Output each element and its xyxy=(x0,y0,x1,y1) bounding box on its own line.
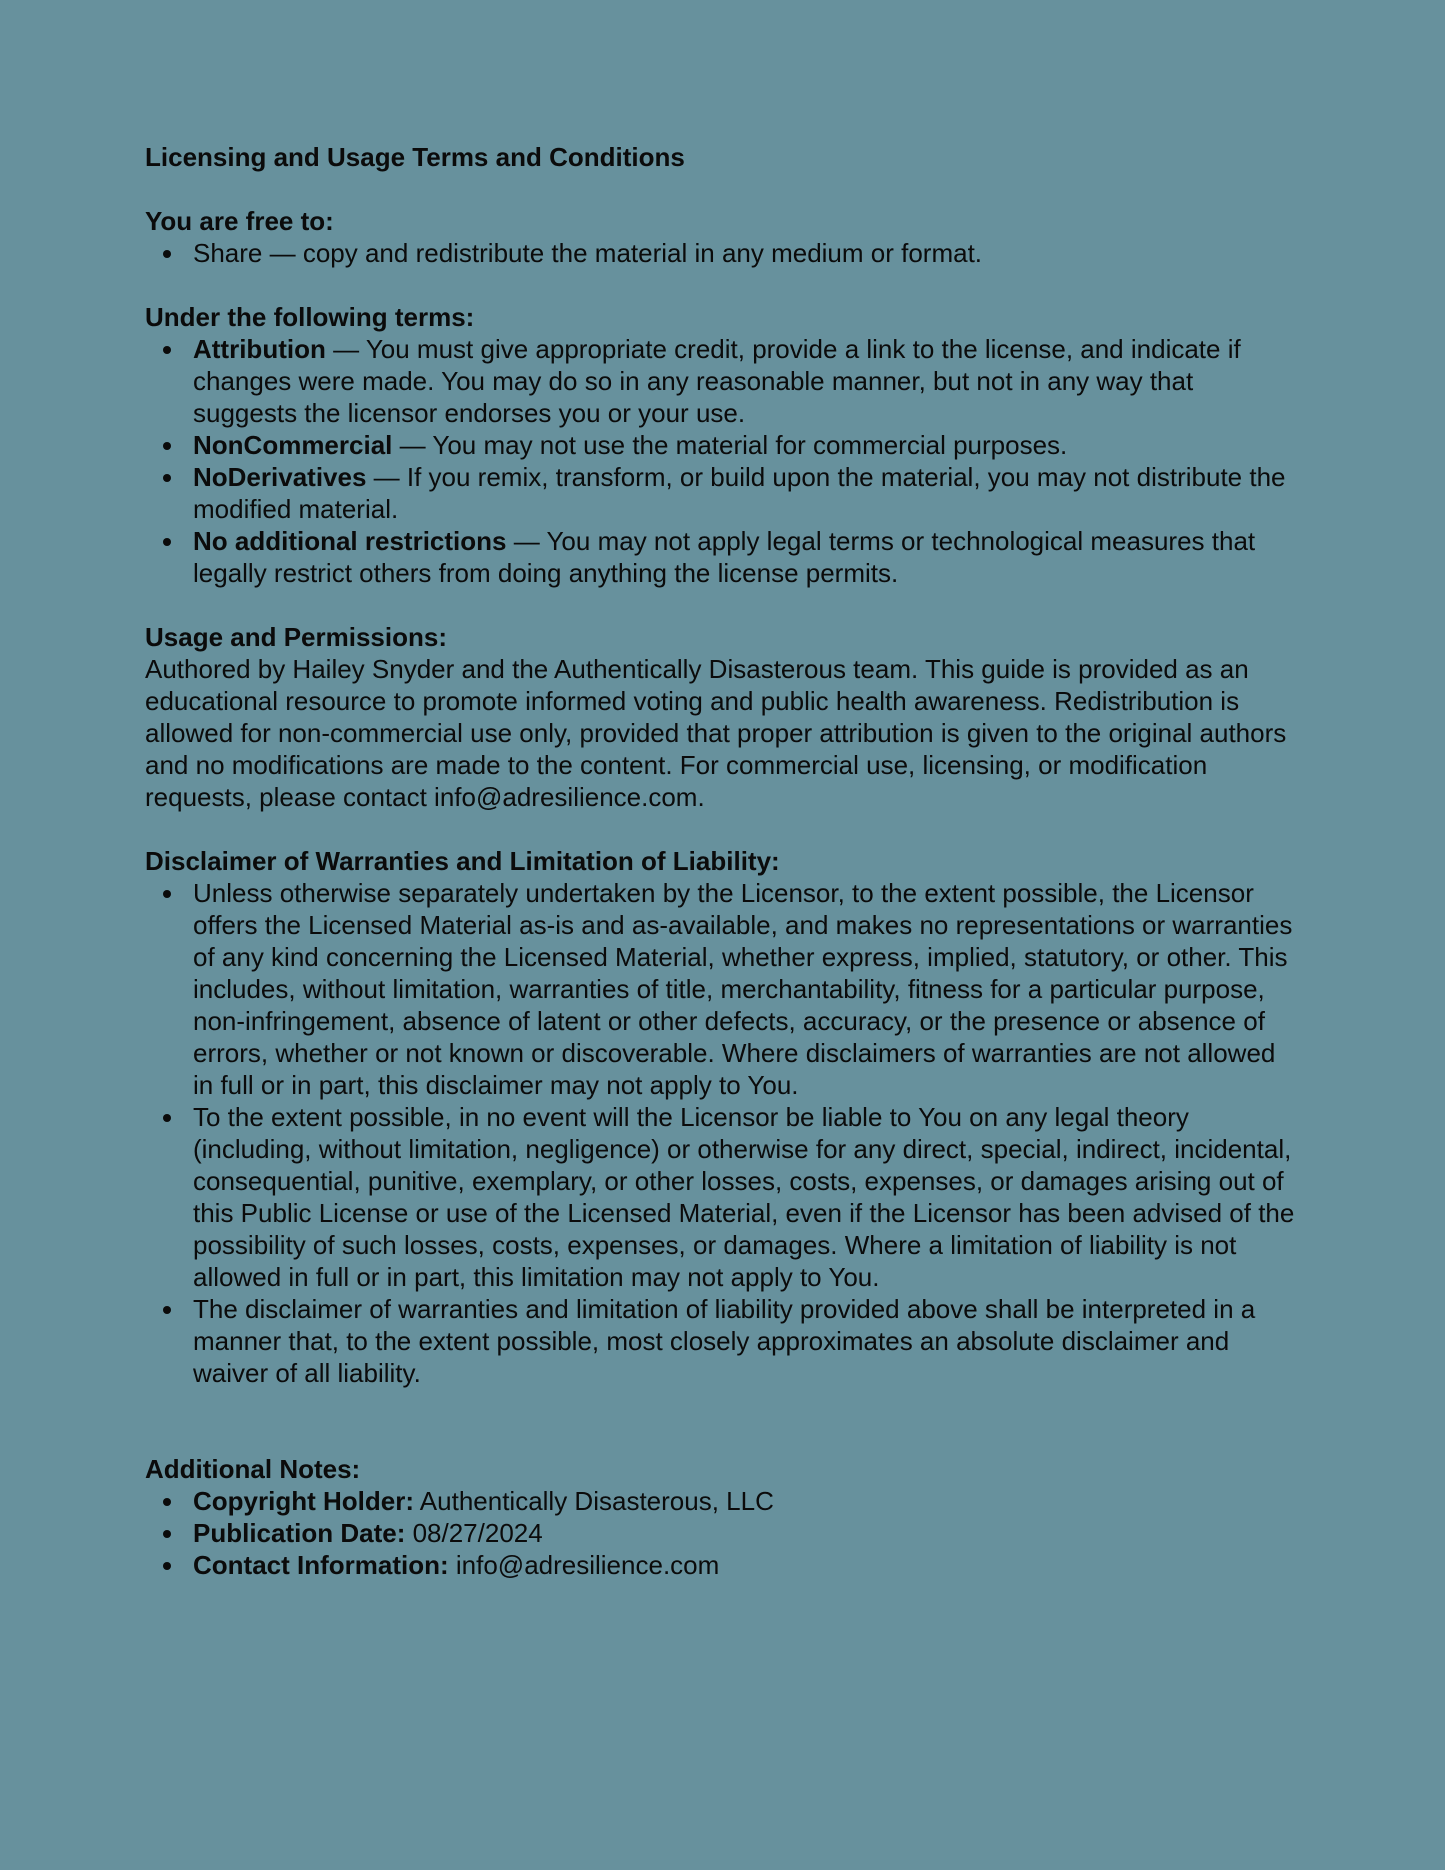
term-text: — If you remix, transform, or build upon the material, you may not distribute the modified material. xyxy=(193,462,1286,524)
disclaimer-list xyxy=(145,877,1295,1389)
section-spacer xyxy=(145,1421,1295,1453)
term-text: — You must give appropriate credit, provide a link to the license, and indicate if changes were made. You may do so in any reasonable manner, but not in any way that suggests the licensor endorses you or your use. xyxy=(193,334,1241,428)
note-publication-date xyxy=(193,1517,1295,1549)
list-item: Unless otherwise separately undertaken by the Licensor, to the extent possible, the Licensor offers the Licensed Material as-is and as-available, and makes no representations or warranties of any kind concerning the Licensed Material, whether express, implied, statutory, or other. This includes, without limitation, warranties of title, merchantability, fitness for a particular purpose, non-infringement, absence of latent or other defects, accuracy, or the presence or absence of errors, whether or not known or discoverable. Where disclaimers of warranties are not allowed in full or in part, this disclaimer may not apply to You. xyxy=(193,877,1295,1101)
note-contact-information xyxy=(193,1549,1295,1581)
free-to-section xyxy=(145,205,1295,269)
list-item: Share — copy and redistribute the material in any medium or format. xyxy=(193,237,1295,269)
term-noderivatives xyxy=(193,461,1295,525)
list-item: The disclaimer of warranties and limitation of liability provided above shall be interpreted in a manner that, to the extent possible, most closely approximates an absolute disclaimer and waiver of all liability. xyxy=(193,1293,1295,1389)
term-no-additional-restrictions xyxy=(193,525,1295,589)
note-label: Contact Information: xyxy=(193,1550,449,1580)
term-label: NoDerivatives xyxy=(193,462,367,492)
note-value: 08/27/2024 xyxy=(405,1518,543,1548)
term-text: — You may not apply legal terms or technological measures that legally restrict others from doing anything the license permits. xyxy=(193,526,1256,588)
note-value: info@adresilience.com xyxy=(448,1550,720,1580)
term-text: — You may not use the material for commercial purposes. xyxy=(392,430,1068,460)
term-label: Attribution xyxy=(193,334,326,364)
usage-text: Authored by Hailey Snyder and the Authentically Disasterous team. This guide is provided as an educational resource to promote informed voting and public health awareness. Redistribution is allowed for non-commercial use only, provided that proper attribution is given to the original authors and no modifications are made to the content. For commercial use, licensing, or modification requests, please contact info@adresilience.com. xyxy=(145,654,1287,812)
notes-heading: Additional Notes: xyxy=(145,1454,361,1484)
usage-section xyxy=(145,621,1295,813)
document-content xyxy=(145,141,1295,1613)
terms-section xyxy=(145,301,1295,589)
note-copyright-holder xyxy=(193,1485,1295,1517)
term-label: No additional restrictions xyxy=(193,526,507,556)
disclaimer-heading: Disclaimer of Warranties and Limitation of Liability: xyxy=(145,846,780,876)
terms-heading: Under the following terms: xyxy=(145,302,475,332)
term-attribution xyxy=(193,333,1295,429)
term-label: NonCommercial xyxy=(193,430,393,460)
free-to-heading: You are free to: xyxy=(145,206,334,236)
notes-list xyxy=(145,1485,1295,1581)
usage-heading: Usage and Permissions: xyxy=(145,622,447,652)
terms-list xyxy=(145,333,1295,589)
note-value: Authentically Disasterous, LLC xyxy=(414,1486,774,1516)
notes-section xyxy=(145,1453,1295,1581)
page-title: Licensing and Usage Terms and Conditions xyxy=(145,142,685,172)
note-label: Publication Date: xyxy=(193,1518,406,1548)
disclaimer-section xyxy=(145,845,1295,1389)
term-noncommercial xyxy=(193,429,1295,461)
free-to-list xyxy=(145,237,1295,269)
note-label: Copyright Holder: xyxy=(193,1486,414,1516)
list-item: To the extent possible, in no event will the Licensor be liable to You on any legal theory (including, without limitation, negligence) or otherwise for any direct, special, indirect, incidental, consequential, punitive, exemplary, or other losses, costs, expenses, or damages arising out of this Public License or use of the Licensed Material, even if the Licensor has been advised of the possibility of such losses, costs, expenses, or damages. Where a limitation of liability is not allowed in full or in part, this limitation may not apply to You. xyxy=(193,1102,1295,1292)
